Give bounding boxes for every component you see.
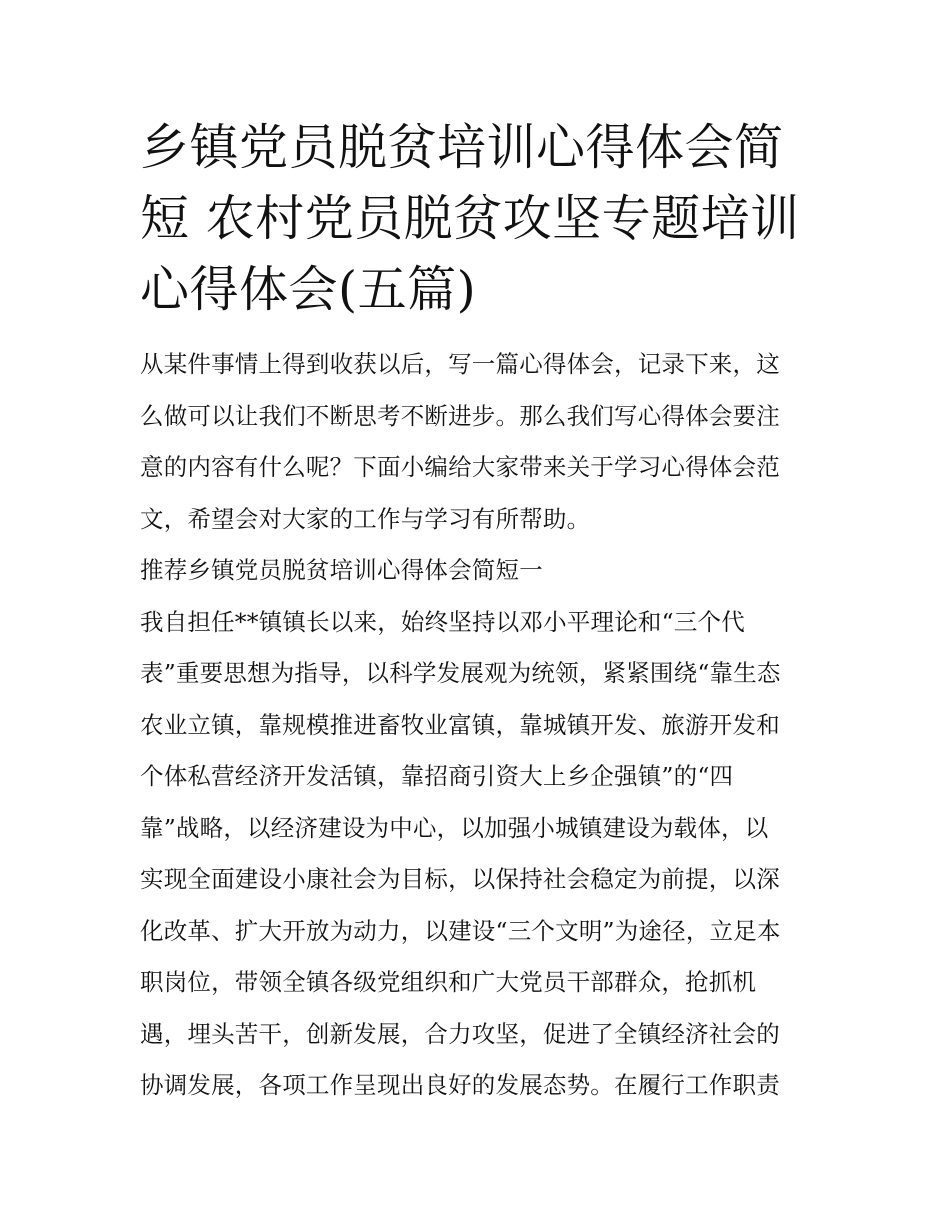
- section-heading: 推荐乡镇党员脱贫培训心得体会简短一: [140, 556, 543, 584]
- body-line: 农业立镇，靠规模推进畜牧业富镇，靠城镇开发、旅游开发和: [140, 710, 780, 739]
- body-line: 表”重要思想为指导，以科学发展观为统领，紧紧围绕“靠生态: [140, 659, 781, 687]
- title-line: 心得体会(五篇): [140, 261, 477, 318]
- intro-line: 从某件事情上得到收获以后，写一篇心得体会，记录下来，这: [140, 350, 780, 378]
- body-line: 化改革、扩大开放为动力，以建设“三个文明”为途径，立足本: [140, 916, 781, 945]
- body-line: 实现全面建设小康社会为目标，以保持社会稳定为前提，以深: [140, 865, 780, 893]
- title-line: 短 农村党员脱贫攻坚专题培训: [140, 190, 800, 247]
- intro-line: 文，希望会对大家的工作与学习有所帮助。: [140, 504, 591, 533]
- title-line: 乡镇党员脱贫培训心得体会简: [140, 119, 784, 176]
- body-line: 我自担任**镇镇长以来，始终坚持以邓小平理论和“三个代: [140, 607, 745, 636]
- body-line: 个体私营经济开发活镇，靠招商引资大上乡企强镇”的“四: [140, 762, 734, 790]
- body-line: 靠”战略，以经济建设为中心，以加强小城镇建设为载体，以: [140, 813, 769, 842]
- intro-line: 意的内容有什么呢？下面小编给大家带来关于学习心得体会范: [140, 453, 780, 481]
- intro-line: 么做可以让我们不断思考不断进步。那么我们写心得体会要注: [140, 401, 780, 430]
- body-line: 协调发展，各项工作呈现出良好的发展态势。在履行工作职责: [140, 1071, 780, 1099]
- body-line: 遇，埋头苦干，创新发展，合力攻坚，促进了全镇经济社会的: [140, 1019, 780, 1048]
- document-page: [140, 112, 812, 1118]
- document-body: [140, 345, 812, 1118]
- document-title: [140, 112, 812, 325]
- body-line: 职岗位，带领全镇各级党组织和广大党员干部群众，抢抓机: [140, 968, 757, 996]
